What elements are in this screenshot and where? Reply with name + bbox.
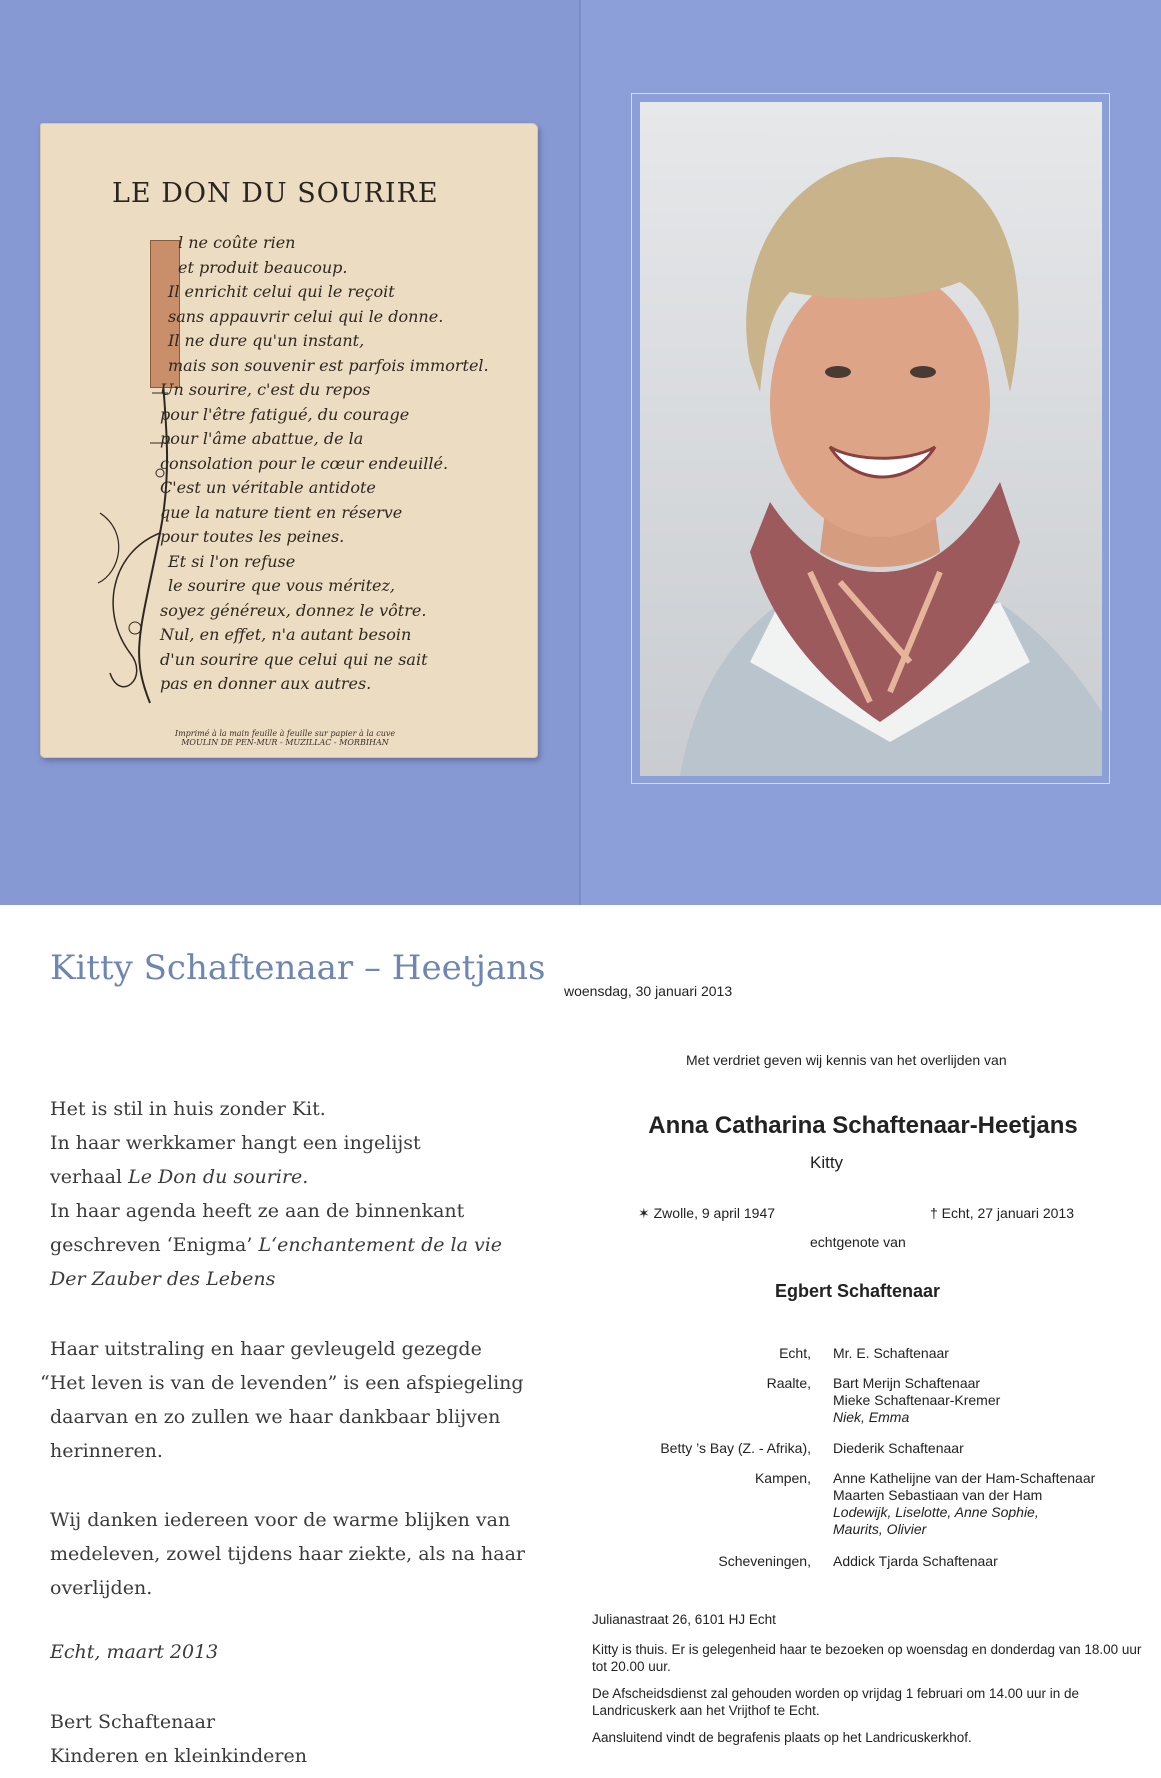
family-place: Betty ’s Bay (Z. - Afrika),: [660, 1440, 811, 1456]
family-member: Diederik Schaftenaar: [833, 1440, 964, 1456]
family-place: Echt,: [779, 1345, 811, 1361]
deceased-name: Anna Catharina Schaftenaar-Heetjans: [648, 1112, 1078, 1139]
service-note: De Afscheidsdienst zal gehouden worden op vrijdag 1 februari om 14.00 uur in de Landricuskerk aan het Vrijthof te Echt.: [592, 1686, 1080, 1718]
letter-line: Het is stil in huis zonder Kit.: [50, 1098, 326, 1120]
poem-line: l ne coûte rien: [178, 233, 296, 252]
poem-line: Un sourire, c'est du repos: [160, 380, 371, 399]
letter-paragraph-1: [50, 1092, 530, 1296]
letter-place-date: Echt, maart 2013: [50, 1641, 219, 1663]
family-member: Anne Kathelijne van der Ham-Schaftenaar: [833, 1470, 1096, 1486]
poem-line: pour l'âme abattue, de la: [160, 429, 364, 448]
card-fold-line: [579, 0, 581, 905]
family-names: [833, 1440, 964, 1457]
poem-line: d'un sourire que celui qui ne sait: [160, 649, 428, 669]
family-names: [833, 1375, 1000, 1426]
poem-line: que la nature tient en réserve: [160, 502, 403, 522]
letter-line: overlijden.: [50, 1577, 153, 1599]
letter-line: Der Zauber des Lebens: [50, 1268, 276, 1290]
deceased-nickname: Kitty: [810, 1153, 844, 1172]
letter-text: geschreven ‘Enigma’: [50, 1234, 253, 1256]
letter-paragraph-2: [40, 1332, 530, 1468]
spouse-label: echtgenote van: [810, 1234, 906, 1250]
letter-line: “Het leven is van de levenden” is een afspiegeling: [40, 1372, 524, 1394]
letter-signature: [50, 1705, 530, 1773]
poem-line: consolation pour le cœur endeuillé.: [160, 453, 449, 473]
poem-line: pour toutes les peines.: [160, 527, 345, 546]
poem-line: le sourire que vous méritez,: [168, 576, 395, 595]
family-place: Scheveningen,: [718, 1553, 811, 1569]
letter-line: In haar agenda heeft ze aan de binnenkant: [50, 1200, 465, 1222]
grandchildren: Lodewijk, Liselotte, Anne Sophie,: [833, 1504, 1039, 1520]
poem-line: pour l'être fatigué, du courage: [160, 404, 410, 424]
letter-line: [50, 1228, 530, 1262]
family-names: [833, 1345, 949, 1362]
letter-paragraph-3: [50, 1503, 530, 1605]
poem-imprint: [125, 729, 445, 747]
poem-text: [160, 231, 520, 697]
publication-date: woensdag, 30 januari 2013: [564, 983, 733, 999]
letter-line: daarvan en zo zullen we haar dankbaar blijven: [50, 1406, 501, 1428]
letter-line: herinneren.: [50, 1440, 163, 1462]
family-names: [833, 1470, 1095, 1538]
home-address: Julianastraat 26, 6101 HJ Echt: [592, 1612, 776, 1627]
grandchildren: Maurits, Olivier: [833, 1521, 927, 1537]
letter-line: medeleven, zowel tijdens haar ziekte, als na haar: [50, 1543, 525, 1565]
portrait-photo: [640, 102, 1102, 776]
poem-parchment: [40, 123, 538, 758]
imprint-line: MOULIN DE PEN-MUR - MUZILLAC - MORBIHAN: [181, 738, 389, 747]
signature-line: Kinderen en kleinkinderen: [50, 1745, 307, 1767]
letter-text: verhaal: [50, 1166, 123, 1188]
grandchildren: Niek, Emma: [833, 1409, 910, 1425]
poem-line: soyez généreux, donnez le vôtre.: [160, 600, 427, 620]
letter-line: [50, 1160, 530, 1194]
visit-note: Kitty is thuis. Er is gelegenheid haar te bezoeken op woensdag en donderdag van 18.00 uur tot 20.00 uur.: [592, 1642, 1142, 1674]
signature-line: Bert Schaftenaar: [50, 1711, 216, 1733]
family-place: Kampen,: [754, 1470, 811, 1486]
poem-line: Et si l'on refuse: [168, 551, 296, 571]
family-member: Mieke Schaftenaar-Kremer: [833, 1392, 1001, 1408]
poem-line: Il enrichit celui qui le reçoit: [168, 282, 395, 301]
death-info: † Echt, 27 januari 2013: [930, 1205, 1074, 1221]
imprint-line: Imprimé à la main feuille à feuille sur papier à la cuve: [174, 729, 396, 738]
family-member: Maarten Sebastiaan van der Ham: [833, 1487, 1043, 1503]
poem-line: sans appauvrir celui qui le donne.: [168, 306, 444, 326]
poem-line: mais son souvenir est parfois immortel.: [168, 355, 489, 375]
announcement-intro: Met verdriet geven wij kennis van het overlijden van: [686, 1052, 1007, 1068]
burial-note: Aansluitend vindt de begrafenis plaats op het Landricuskerkhof.: [592, 1730, 972, 1745]
page-title: Kitty Schaftenaar – Heetjans: [50, 948, 546, 988]
poem-line: Nul, en effet, n'a autant besoin: [160, 625, 412, 644]
family-names: [833, 1553, 998, 1570]
letter-line: Haar uitstraling en haar gevleugeld gezegde: [50, 1338, 482, 1360]
poem-line: pas en donner aux autres.: [160, 674, 372, 693]
birth-info: ✶ Zwolle, 9 april 1947: [638, 1205, 776, 1221]
poem-line: C'est un véritable antidote: [160, 478, 376, 497]
family-member: Mr. E. Schaftenaar: [833, 1345, 949, 1361]
letter-italic-text: Le Don du sourire.: [128, 1166, 309, 1188]
letter-line: Wij danken iedereen voor de warme blijken van: [50, 1509, 511, 1531]
poem-line: et produit beaucoup.: [178, 257, 348, 277]
family-place: Raalte,: [766, 1375, 811, 1391]
family-member: Bart Merijn Schaftenaar: [833, 1375, 981, 1391]
letter-italic-text: L‘enchantement de la vie: [258, 1234, 503, 1256]
letter-line: In haar werkkamer hangt een ingelijst: [50, 1132, 421, 1154]
poem-title: LE DON DU SOURIRE: [112, 178, 439, 209]
spouse-name: Egbert Schaftenaar: [775, 1281, 941, 1301]
poem-line: Il ne dure qu'un instant,: [168, 331, 365, 350]
family-member: Addick Tjarda Schaftenaar: [833, 1553, 998, 1569]
